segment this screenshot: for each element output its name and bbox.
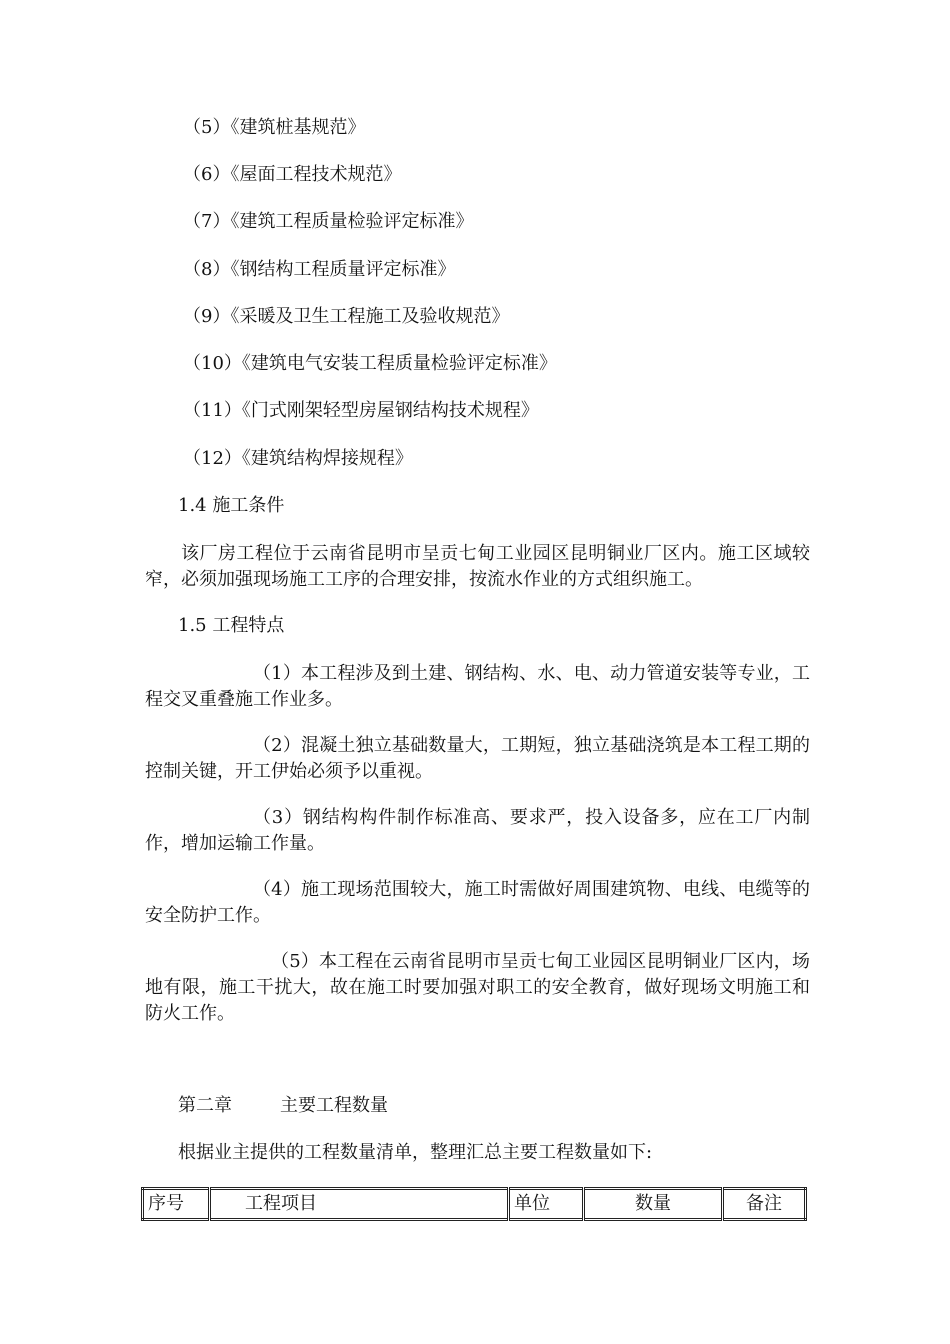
header-quantity: 数量 bbox=[584, 1189, 723, 1220]
header-unit: 单位 bbox=[509, 1189, 584, 1220]
feature-item-1: （1）本工程涉及到土建、钢结构、水、电、动力管道安装等专业，工程交叉重叠施工作业多。 bbox=[145, 663, 810, 710]
feature-item-3: （3）钢结构构件制作标准高、要求严，投入设备多，应在工厂内制作，增加运输工作量。 bbox=[145, 807, 810, 854]
quantity-table bbox=[141, 1187, 807, 1221]
standard-item-8: （8）《钢结构工程质量评定标准》 bbox=[183, 259, 456, 280]
header-remarks: 备注 bbox=[746, 1193, 782, 1214]
feature-item-5: （5）本工程在云南省昆明市呈贡七甸工业园区昆明铜业厂区内，场地有限，施工干扰大，故在施工时要加强对职工的安全教育，做好现场文明施工和防火工作。 bbox=[145, 951, 810, 1024]
feature-item-2: （2）混凝土独立基础数量大，工期短，独立基础浇筑是本工程工期的控制关键，开工伊始必须予以重视。 bbox=[145, 735, 810, 782]
header-item: 工程项目 bbox=[210, 1189, 509, 1220]
standard-item-10: （10）《建筑电气安装工程质量检验评定标准》 bbox=[183, 353, 557, 374]
standard-item-12: （12）《建筑结构焊接规程》 bbox=[183, 448, 413, 469]
chapter-number: 第二章 bbox=[178, 1095, 232, 1116]
standard-item-11: （11）《门式刚架轻型房屋钢结构技术规程》 bbox=[183, 400, 539, 421]
section-heading-1-4: 1.4 施工条件 bbox=[178, 495, 285, 516]
section-heading-1-5: 1.5 工程特点 bbox=[178, 615, 285, 636]
standard-item-6: （6）《屋面工程技术规范》 bbox=[183, 164, 402, 185]
standard-item-9: （9）《采暖及卫生工程施工及验收规范》 bbox=[183, 306, 510, 327]
feature-item-4: （4）施工现场范围较大，施工时需做好周围建筑物、电线、电缆等的安全防护工作。 bbox=[145, 879, 810, 926]
section-1-4-body: 该厂房工程位于云南省昆明市呈贡七甸工业园区昆明铜业厂区内。施工区域较窄，必须加强现场施工工序的合理安排，按流水作业的方式组织施工。 bbox=[145, 543, 810, 590]
table-header-row bbox=[143, 1189, 806, 1220]
chapter-title: 主要工程数量 bbox=[280, 1095, 388, 1116]
standard-item-5: （5）《建筑桩基规范》 bbox=[183, 117, 366, 138]
standard-item-7: （7）《建筑工程质量检验评定标准》 bbox=[183, 211, 474, 232]
header-index: 序号 bbox=[143, 1189, 210, 1220]
chapter-intro: 根据业主提供的工程数量清单，整理汇总主要工程数量如下: bbox=[178, 1142, 653, 1163]
chapter-heading bbox=[178, 1094, 388, 1118]
